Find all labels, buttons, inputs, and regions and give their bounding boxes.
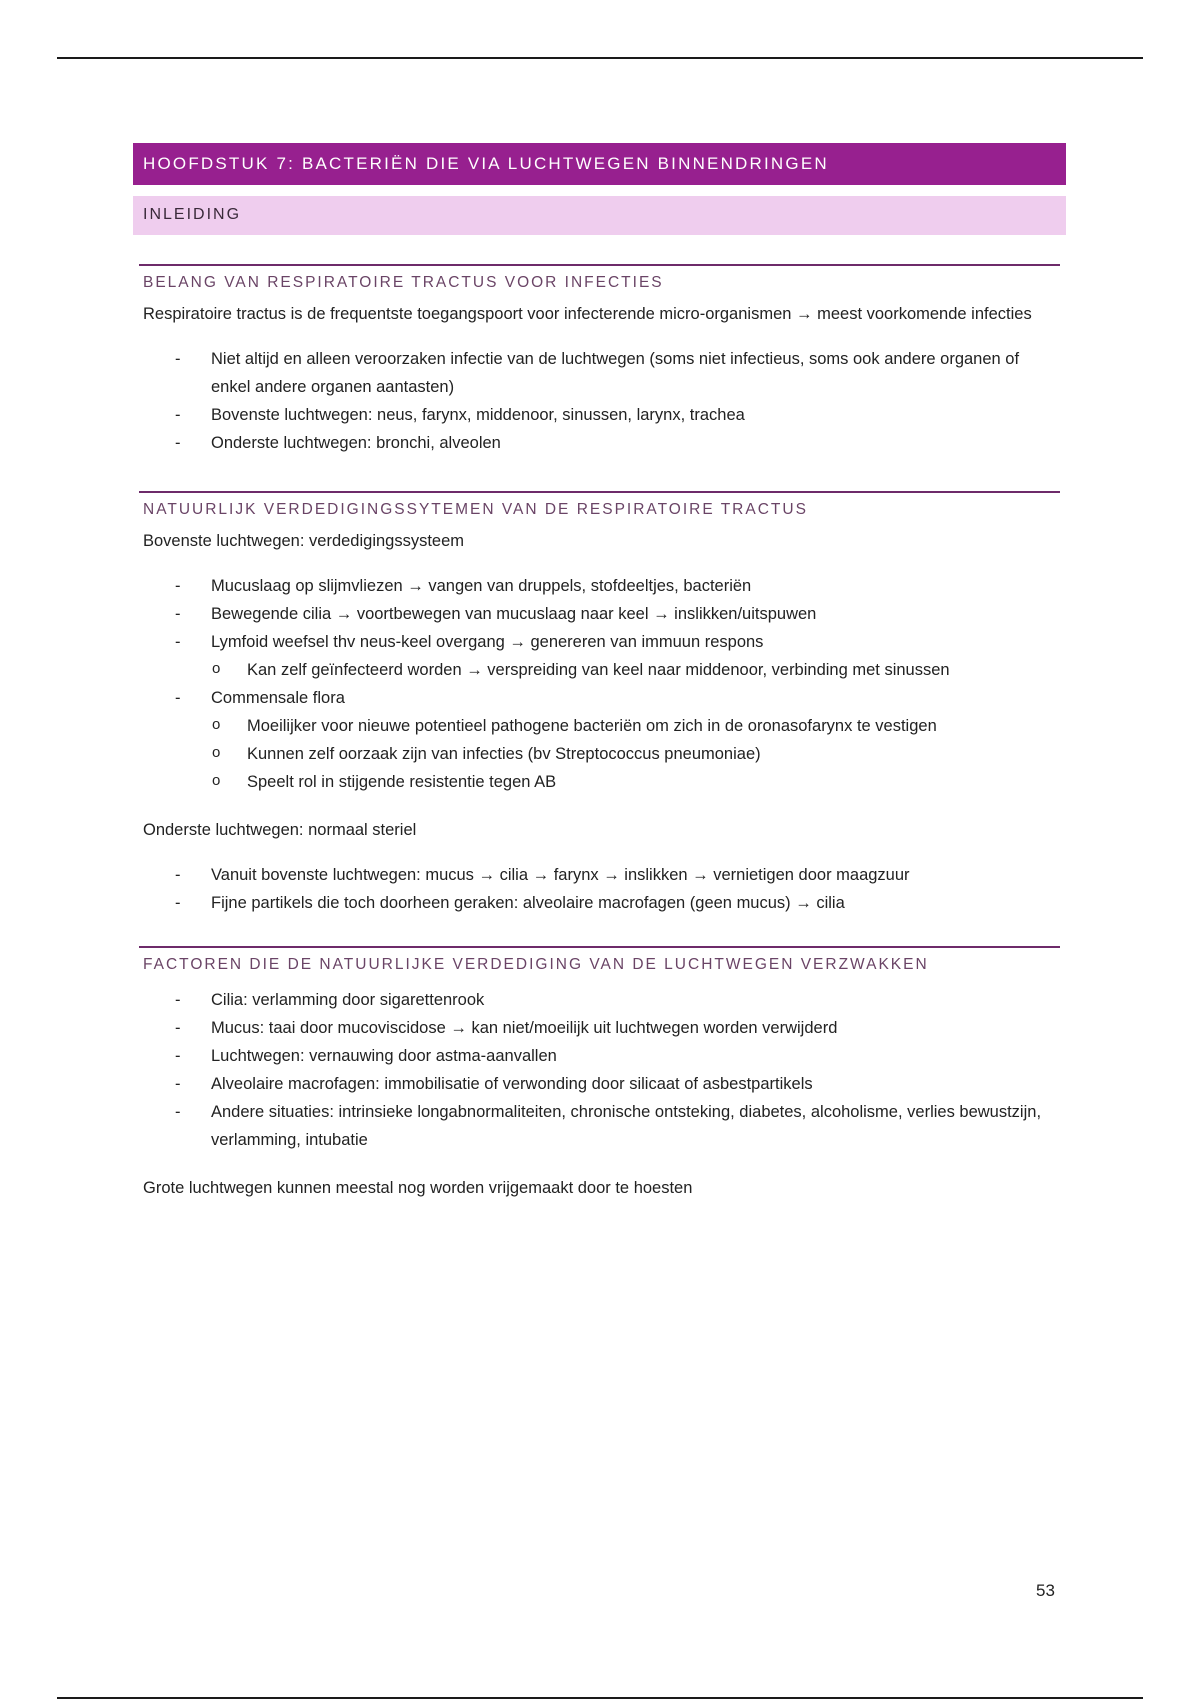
list-item: - Mucuslaag op slijmvliezen → vangen van druppels, stofdeeltjes, bacteriën <box>175 572 1060 600</box>
bullet-list <box>139 861 1060 917</box>
sub-bullet-list <box>175 656 1060 684</box>
list-item: - Niet altijd en alleen veroorzaken infectie van de luchtwegen (soms niet infectieus, soms ook andere organen of enkel andere organen aantasten) <box>175 345 1060 401</box>
list-item <box>175 684 1060 796</box>
list-item: - Andere situaties: intrinsieke longabnormaliteiten, chronische ontsteking, diabetes, alcoholisme, verlies bewustzijn, verlamming, intubatie <box>175 1098 1060 1154</box>
list-item: - Vanuit bovenste luchtwegen: mucus → cilia → farynx → inslikken → vernietigen door maagzuur <box>175 861 1060 889</box>
section-title: INLEIDING <box>133 196 1066 235</box>
list-item: - Bovenste luchtwegen: neus, farynx, middenoor, sinussen, larynx, trachea <box>175 401 1060 429</box>
paragraph: Grote luchtwegen kunnen meestal nog worden vrijgemaakt door te hoesten <box>143 1179 693 1197</box>
sub-bullet-list <box>175 712 1060 796</box>
page-number: 53 <box>1036 1581 1055 1600</box>
subsection-title: FACTOREN DIE DE NATUURLIJKE VERDEDIGING VAN DE LUCHTWEGEN VERZWAKKEN <box>143 956 929 973</box>
paragraph: Respiratoire tractus is de frequentste toegangspoort voor infecterende micro-organismen → meest voorkomende infecties <box>143 305 1032 323</box>
list-item: - Bewegende cilia → voortbewegen van mucuslaag naar keel → inslikken/uitspuwen <box>175 600 1060 628</box>
sub-list-item: o Speelt rol in stijgende resistentie tegen AB <box>211 768 1060 796</box>
bullet-list <box>139 345 1060 457</box>
paragraph: Bovenste luchtwegen: verdedigingssysteem <box>143 532 465 550</box>
list-item <box>175 628 1060 684</box>
subsection-title: BELANG VAN RESPIRATOIRE TRACTUS VOOR INFECTIES <box>143 274 664 291</box>
subsection-title: NATUURLIJK VERDEDIGINGSSYTEMEN VAN DE RESPIRATOIRE TRACTUS <box>143 501 808 518</box>
list-item: - Alveolaire macrofagen: immobilisatie of verwonding door silicaat of asbestpartikels <box>175 1070 1060 1098</box>
bullet-list <box>139 572 1060 796</box>
list-item: - Onderste luchtwegen: bronchi, alveolen <box>175 429 1060 457</box>
list-item-text: Lymfoid weefsel thv neus-keel overgang → genereren van immuun respons <box>211 633 764 651</box>
sub-list-item: o Kunnen zelf oorzaak zijn van infecties (bv Streptococcus pneumoniae) <box>211 740 1060 768</box>
chapter-title: HOOFDSTUK 7: BACTERIËN DIE VIA LUCHTWEGEN BINNENDRINGEN <box>133 143 1066 185</box>
section-factoren <box>139 946 1060 1202</box>
list-item: - Mucus: taai door mucoviscidose → kan niet/moeilijk uit luchtwegen worden verwijderd <box>175 1014 1060 1042</box>
sub-list-item: o Kan zelf geïnfecteerd worden → verspreiding van keel naar middenoor, verbinding met sinussen <box>211 656 1060 684</box>
list-item: - Luchtwegen: vernauwing door astma-aanvallen <box>175 1042 1060 1070</box>
section-verdediging <box>139 491 1060 917</box>
list-item: - Cilia: verlamming door sigarettenrook <box>175 986 1060 1014</box>
page-content <box>133 143 1066 1202</box>
list-item-text: Commensale flora <box>211 689 345 707</box>
top-rule <box>57 57 1143 59</box>
bullet-list <box>139 986 1060 1154</box>
list-item: - Fijne partikels die toch doorheen geraken: alveolaire macrofagen (geen mucus) → cilia <box>175 889 1060 917</box>
paragraph: Onderste luchtwegen: normaal steriel <box>143 821 417 839</box>
bottom-rule <box>57 1697 1143 1699</box>
sub-list-item: o Moeilijker voor nieuwe potentieel pathogene bacteriën om zich in de oronasofarynx te vestigen <box>211 712 1060 740</box>
section-belang <box>139 264 1060 457</box>
